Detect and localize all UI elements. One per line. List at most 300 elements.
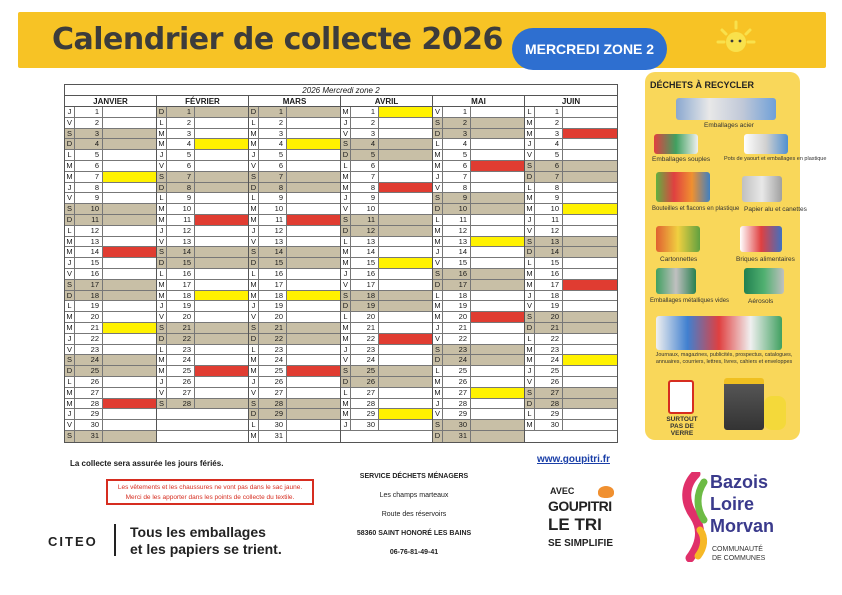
website-link[interactable]: www.goupitri.fr — [537, 454, 610, 465]
day-number: 25 — [351, 366, 379, 376]
day-row — [249, 291, 340, 302]
day-number: 23 — [535, 345, 563, 355]
day-row — [433, 420, 524, 431]
month-column — [341, 107, 433, 442]
day-letter: J — [65, 258, 75, 268]
day-number: 16 — [167, 269, 195, 279]
panel-item-label: Cartonnettes — [660, 256, 698, 263]
collection-mark-yellow — [471, 388, 524, 398]
day-row — [249, 355, 340, 366]
month-column — [157, 107, 249, 442]
day-row — [525, 323, 617, 334]
day-letter: D — [525, 399, 535, 409]
day-number: 15 — [75, 258, 103, 268]
day-row — [525, 334, 617, 345]
day-number: 19 — [443, 301, 471, 311]
day-cell — [379, 323, 432, 333]
day-letter: M — [157, 215, 167, 225]
day-letter: M — [249, 139, 259, 149]
day-cell — [563, 291, 617, 301]
day-row — [341, 399, 432, 410]
day-letter: J — [433, 323, 443, 333]
day-letter: L — [157, 345, 167, 355]
day-cell — [195, 312, 248, 322]
day-row — [249, 366, 340, 377]
day-row — [341, 139, 432, 150]
day-cell — [471, 247, 524, 257]
month-column — [525, 107, 617, 442]
day-cell — [563, 420, 617, 430]
collection-mark-red — [103, 399, 156, 409]
day-number: 24 — [443, 355, 471, 365]
day-letter: J — [341, 193, 351, 203]
day-number: 27 — [443, 388, 471, 398]
day-cell — [563, 409, 617, 419]
zone-badge: MERCREDI ZONE 2 — [512, 28, 667, 70]
day-number: 19 — [167, 301, 195, 311]
day-row — [525, 269, 617, 280]
day-number: 29 — [535, 409, 563, 419]
day-number: 14 — [75, 247, 103, 257]
collection-mark-red — [287, 215, 340, 225]
day-number: 2 — [75, 118, 103, 128]
day-row — [157, 118, 248, 129]
day-letter: M — [65, 172, 75, 182]
day-number: 10 — [75, 204, 103, 214]
day-cell — [287, 399, 340, 409]
day-cell — [103, 118, 156, 128]
day-letter: S — [525, 388, 535, 398]
day-number: 9 — [167, 193, 195, 203]
day-letter: S — [157, 247, 167, 257]
day-letter: M — [65, 399, 75, 409]
day-cell — [103, 388, 156, 398]
day-number: 3 — [351, 129, 379, 139]
day-number: 14 — [259, 247, 287, 257]
day-number: 5 — [259, 150, 287, 160]
day-row — [433, 377, 524, 388]
day-number: 12 — [259, 226, 287, 236]
panel-item-label: Emballages souples — [652, 156, 711, 163]
day-number: 3 — [535, 129, 563, 139]
day-letter: D — [341, 377, 351, 387]
day-number: 27 — [351, 388, 379, 398]
day-number: 2 — [351, 118, 379, 128]
day-letter: M — [341, 247, 351, 257]
day-row — [433, 334, 524, 345]
day-number: 25 — [259, 366, 287, 376]
day-letter: L — [65, 301, 75, 311]
day-cell — [103, 280, 156, 290]
cardboard-picture — [656, 226, 700, 252]
day-number: 24 — [535, 355, 563, 365]
day-cell — [471, 431, 524, 442]
day-row — [341, 172, 432, 183]
day-cell — [287, 161, 340, 171]
day-number: 6 — [259, 161, 287, 171]
day-letter: S — [341, 291, 351, 301]
day-letter: S — [249, 247, 259, 257]
collection-mark-red — [287, 366, 340, 376]
day-letter: J — [157, 150, 167, 160]
day-letter: L — [249, 420, 259, 430]
day-row — [65, 193, 156, 204]
day-letter: D — [433, 204, 443, 214]
day-cell — [103, 215, 156, 225]
day-number: 7 — [351, 172, 379, 182]
day-letter: J — [341, 420, 351, 430]
day-number: 12 — [535, 226, 563, 236]
day-number: 4 — [351, 139, 379, 149]
day-letter: M — [249, 204, 259, 214]
service-contact — [344, 467, 484, 562]
day-letter: M — [65, 323, 75, 333]
day-letter: D — [433, 431, 443, 442]
day-number: 3 — [259, 129, 287, 139]
day-row — [341, 312, 432, 323]
soft-packaging-picture — [654, 134, 698, 154]
day-letter: V — [65, 193, 75, 203]
day-cell — [563, 172, 617, 182]
day-letter: V — [341, 129, 351, 139]
day-letter: V — [249, 388, 259, 398]
day-letter: V — [65, 269, 75, 279]
day-number: 7 — [535, 172, 563, 182]
communaute-line: DE COMMUNES — [712, 555, 766, 562]
panel-item-label: Emballages acier — [704, 122, 754, 129]
day-number: 30 — [351, 420, 379, 430]
day-number: 24 — [167, 355, 195, 365]
day-cell — [471, 280, 524, 290]
day-letter: V — [525, 150, 535, 160]
day-number: 13 — [351, 237, 379, 247]
day-cell — [195, 172, 248, 182]
day-number: 8 — [167, 183, 195, 193]
day-row — [341, 247, 432, 258]
day-row — [249, 204, 340, 215]
day-letter: J — [341, 269, 351, 279]
day-number: 8 — [443, 183, 471, 193]
day-cell — [103, 312, 156, 322]
day-number: 15 — [351, 258, 379, 268]
day-letter: L — [525, 183, 535, 193]
day-cell — [287, 204, 340, 214]
day-number: 4 — [259, 139, 287, 149]
day-number: 22 — [535, 334, 563, 344]
day-letter: S — [433, 269, 443, 279]
day-cell — [563, 247, 617, 257]
day-number: 15 — [443, 258, 471, 268]
day-cell — [287, 107, 340, 117]
day-number: 11 — [259, 215, 287, 225]
metal-packaging-picture — [656, 268, 696, 294]
day-number: 19 — [259, 301, 287, 311]
day-number: 30 — [259, 420, 287, 430]
day-letter: L — [65, 226, 75, 236]
day-letter: S — [341, 215, 351, 225]
day-number: 4 — [167, 139, 195, 149]
day-cell — [379, 355, 432, 365]
bazois-line: Morvan — [710, 516, 775, 536]
day-letter: M — [433, 150, 443, 160]
service-line: 58360 SAINT HONORÉ LES BAINS — [356, 530, 472, 537]
day-row — [157, 183, 248, 194]
day-number: 3 — [75, 129, 103, 139]
day-cell — [287, 226, 340, 236]
day-number: 29 — [351, 409, 379, 419]
empty-row — [157, 431, 248, 442]
day-row — [433, 431, 524, 442]
day-letter: D — [525, 172, 535, 182]
day-row — [341, 258, 432, 269]
day-row — [157, 280, 248, 291]
day-letter: M — [525, 280, 535, 290]
day-letter: V — [525, 226, 535, 236]
day-letter: D — [249, 183, 259, 193]
day-row — [249, 183, 340, 194]
day-number: 20 — [535, 312, 563, 322]
day-row — [341, 226, 432, 237]
day-row — [249, 247, 340, 258]
citeo-logo: CITEO — [48, 534, 98, 549]
collection-mark-yellow — [471, 237, 524, 247]
day-letter: S — [525, 237, 535, 247]
day-letter: V — [249, 312, 259, 322]
day-row — [433, 161, 524, 172]
day-letter: S — [525, 312, 535, 322]
day-letter: L — [433, 215, 443, 225]
calendar-body — [65, 107, 617, 442]
day-row — [341, 269, 432, 280]
panel-title: DÉCHETS À RECYCLER — [650, 80, 755, 90]
day-number: 24 — [351, 355, 379, 365]
day-number: 2 — [535, 118, 563, 128]
day-number: 18 — [443, 291, 471, 301]
day-cell — [379, 172, 432, 182]
day-cell — [471, 420, 524, 430]
day-number: 10 — [167, 204, 195, 214]
day-row — [433, 118, 524, 129]
day-cell — [563, 150, 617, 160]
day-letter: L — [341, 388, 351, 398]
day-letter: M — [249, 291, 259, 301]
day-row — [249, 258, 340, 269]
day-number: 10 — [535, 204, 563, 214]
day-cell — [471, 150, 524, 160]
day-row — [65, 247, 156, 258]
day-row — [65, 161, 156, 172]
empty-row — [157, 420, 248, 431]
day-cell — [471, 193, 524, 203]
day-letter: M — [65, 237, 75, 247]
day-letter: L — [341, 312, 351, 322]
day-number: 22 — [75, 334, 103, 344]
day-row — [65, 129, 156, 140]
day-row — [433, 269, 524, 280]
day-number: 22 — [443, 334, 471, 344]
day-row — [65, 345, 156, 356]
day-number: 13 — [75, 237, 103, 247]
day-number: 5 — [351, 150, 379, 160]
day-number: 2 — [167, 118, 195, 128]
day-row — [341, 118, 432, 129]
day-cell — [103, 204, 156, 214]
day-number: 18 — [351, 291, 379, 301]
day-letter: L — [249, 345, 259, 355]
day-letter: L — [65, 150, 75, 160]
day-letter: L — [525, 258, 535, 268]
steel-packaging-picture — [676, 98, 776, 120]
day-cell — [471, 129, 524, 139]
day-number: 16 — [443, 269, 471, 279]
empty-row — [525, 431, 617, 442]
service-phone: 06-76-81-49-41 — [389, 549, 439, 556]
day-cell — [195, 258, 248, 268]
day-letter: J — [525, 366, 535, 376]
day-row — [341, 388, 432, 399]
day-number: 1 — [351, 107, 379, 117]
day-number: 19 — [535, 301, 563, 311]
day-row — [433, 139, 524, 150]
day-row — [525, 237, 617, 248]
day-number: 22 — [351, 334, 379, 344]
day-cell — [471, 334, 524, 344]
day-row — [65, 355, 156, 366]
day-number: 20 — [167, 312, 195, 322]
day-letter: V — [157, 161, 167, 171]
day-row — [249, 161, 340, 172]
day-cell — [103, 129, 156, 139]
empty-row — [341, 431, 432, 442]
day-row — [157, 172, 248, 183]
collection-mark-yellow — [103, 323, 156, 333]
day-letter: M — [249, 366, 259, 376]
day-letter: S — [525, 161, 535, 171]
day-letter: J — [341, 345, 351, 355]
day-cell — [563, 215, 617, 225]
day-number: 25 — [167, 366, 195, 376]
day-cell — [471, 323, 524, 333]
day-cell — [471, 409, 524, 419]
day-number: 7 — [259, 172, 287, 182]
day-number: 10 — [443, 204, 471, 214]
day-number: 28 — [443, 399, 471, 409]
day-letter: S — [433, 420, 443, 430]
service-line: Les champs marteaux — [379, 492, 449, 499]
day-number: 8 — [259, 183, 287, 193]
day-number: 15 — [259, 258, 287, 268]
day-letter: L — [65, 377, 75, 387]
day-letter: S — [433, 345, 443, 355]
day-cell — [379, 226, 432, 236]
day-row — [433, 345, 524, 356]
day-letter: D — [249, 258, 259, 268]
day-row — [249, 377, 340, 388]
day-row — [341, 237, 432, 248]
day-cell — [471, 366, 524, 376]
collection-mark-red — [471, 312, 524, 322]
day-row — [157, 247, 248, 258]
day-number: 28 — [351, 399, 379, 409]
day-row — [157, 323, 248, 334]
day-number: 28 — [535, 399, 563, 409]
day-letter: J — [433, 172, 443, 182]
day-number: 29 — [259, 409, 287, 419]
bottles-picture — [656, 172, 710, 202]
day-letter: M — [249, 431, 259, 442]
day-letter: D — [249, 334, 259, 344]
day-number: 6 — [351, 161, 379, 171]
day-cell — [379, 150, 432, 160]
day-letter: M — [65, 388, 75, 398]
day-number: 13 — [259, 237, 287, 247]
day-number: 21 — [351, 323, 379, 333]
day-cell — [563, 118, 617, 128]
day-cell — [195, 399, 248, 409]
day-row — [157, 355, 248, 366]
month-column — [433, 107, 525, 442]
day-letter: D — [341, 301, 351, 311]
day-cell — [471, 172, 524, 182]
day-row — [157, 312, 248, 323]
day-letter: S — [65, 204, 75, 214]
day-number: 9 — [351, 193, 379, 203]
day-letter: M — [65, 247, 75, 257]
day-row — [249, 431, 340, 442]
day-cell — [195, 150, 248, 160]
day-number: 16 — [535, 269, 563, 279]
day-cell — [195, 161, 248, 171]
day-number: 10 — [351, 204, 379, 214]
day-row — [433, 129, 524, 140]
day-row — [525, 247, 617, 258]
day-row — [341, 291, 432, 302]
day-row — [65, 312, 156, 323]
day-row — [65, 204, 156, 215]
day-row — [433, 193, 524, 204]
day-cell — [103, 183, 156, 193]
day-letter: L — [157, 118, 167, 128]
day-row — [65, 269, 156, 280]
day-letter: M — [341, 258, 351, 268]
day-row — [433, 258, 524, 269]
day-row — [65, 420, 156, 431]
day-cell — [103, 301, 156, 311]
collection-mark-yellow — [103, 172, 156, 182]
day-letter: J — [249, 301, 259, 311]
day-letter: V — [341, 355, 351, 365]
collection-mark-yellow — [287, 291, 340, 301]
day-number: 9 — [75, 193, 103, 203]
day-letter: V — [525, 301, 535, 311]
day-letter: M — [525, 345, 535, 355]
day-number: 9 — [443, 193, 471, 203]
day-row — [525, 139, 617, 150]
day-row — [157, 269, 248, 280]
day-row — [65, 183, 156, 194]
day-cell — [563, 226, 617, 236]
day-cell — [379, 345, 432, 355]
day-row — [157, 377, 248, 388]
day-number: 5 — [167, 150, 195, 160]
day-number: 29 — [75, 409, 103, 419]
day-cell — [563, 334, 617, 344]
day-row — [157, 301, 248, 312]
day-number: 23 — [75, 345, 103, 355]
day-letter: M — [157, 139, 167, 149]
day-number: 8 — [75, 183, 103, 193]
day-cell — [103, 345, 156, 355]
